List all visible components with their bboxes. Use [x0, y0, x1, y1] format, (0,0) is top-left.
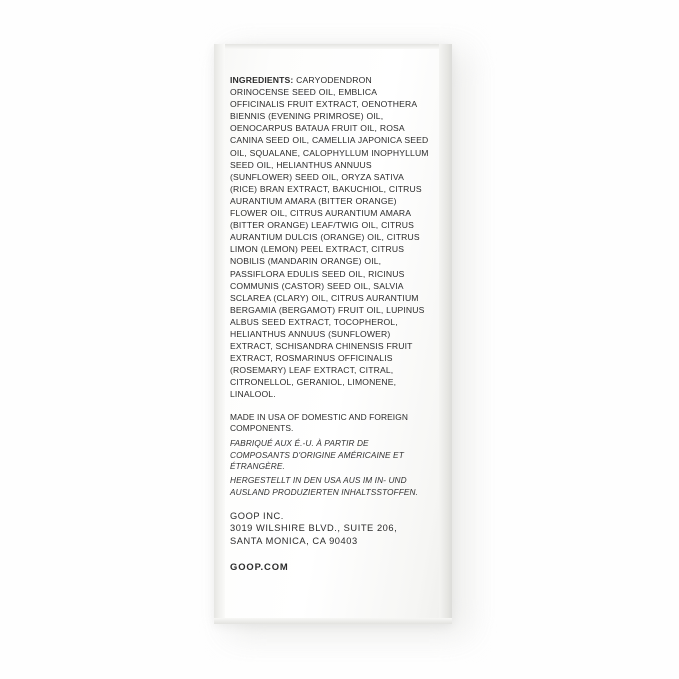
ingredients-list: CARYODENDRON ORINOCENSE SEED OIL, EMBLICA OFFICINALIS FRUIT EXTRACT, OENOTHERA BIENNIS (EVENING PRIMROSE) OIL, OENOCARPUS BATAUA FRUIT OIL, ROSA CANINA SEED OIL, CAMELLIA JAPONICA SEED OIL, SQUALANE, CALOPHYLLUM INOPHYLLUM SEED OIL, HELIANTHUS ANNUUS (SUNFLOWER) SEED OIL, ORYZA SATIVA (RICE) BRAN EXTRACT, BAKUCHIOL, CITRUS AURANTIUM AMARA (BITTER ORANGE) FLOWER OIL, CITRUS AURANTIUM AMARA (BITTER ORANGE) LEAF/TWIG OIL, CITRUS AURANTIUM DULCIS (ORANGE) OIL, CITRUS LIMON (LEMON) PEEL EXTRACT, CITRUS NOBILIS (MANDARIN ORANGE) OIL, PASSIFLORA EDULIS SEED OIL, RICINUS COMMUNIS (CASTOR) SEED OIL, SALVIA SCLAREA (CLARY) OIL, CITRUS AURANTIUM BERGAMIA (BERGAMOT) FRUIT OIL, LUPINUS ALBUS SEED EXTRACT, TOCOPHEROL, HELIANTHUS ANNUUS (SUNFLOWER) EXTRACT, SCHISANDRA CHINENSIS FRUIT EXTRACT, ROSMARINUS OFFICINALIS (ROSEMARY) LEAF EXTRACT, CITRAL, CITRONELLOL, GERANIOL, LIMONENE, LINALOOL.: [230, 75, 429, 400]
carton-bottom-edge: [214, 618, 452, 624]
carton-top-edge: [214, 44, 452, 49]
origin-statement-german: HERGESTELLT IN DEN USA AUS IM IN- UND AUSLAND PRODUZIERTEN INHALTSSTOFFEN.: [230, 475, 419, 497]
company-block: [230, 510, 430, 548]
product-carton: [214, 44, 452, 624]
ingredients-paragraph: [230, 74, 430, 401]
company-website: GOOP.COM: [230, 560, 289, 572]
company-name: GOOP INC.: [230, 510, 284, 521]
origin-statement-french: FABRIQUÉ AUX É.-U. À PARTIR DE COMPOSANTS D'ORIGINE AMÉRICAINE ET ÉTRANGÈRE.: [230, 438, 404, 471]
carton-back-label: [230, 74, 430, 572]
carton-right-side-panel: [439, 44, 452, 624]
company-address-line-2: SANTA MONICA, CA 90403: [230, 536, 358, 547]
origin-statement-english: MADE IN USA OF DOMESTIC AND FOREIGN COMPONENTS.: [230, 411, 408, 433]
ingredients-heading: INGREDIENTS:: [230, 75, 294, 85]
company-address-line-1: 3019 WILSHIRE BLVD., SUITE 206,: [230, 523, 398, 534]
carton-left-edge: [214, 44, 225, 624]
